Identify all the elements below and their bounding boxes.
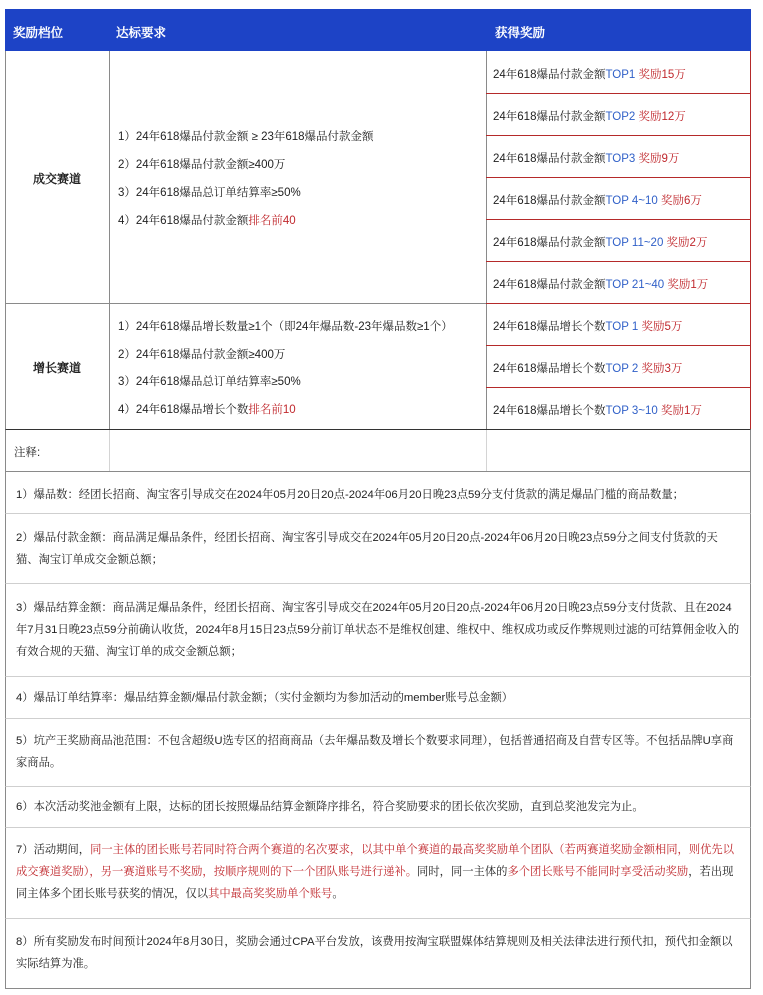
note-item: 1）爆品数：经团长招商、淘宝客引导成交在2024年05月20日20点-2024年06月20日晚23点59分支付货款的满足爆品门槛的商品数量； bbox=[5, 472, 751, 514]
notes-header-row bbox=[5, 429, 751, 472]
reward-item: 24年618爆品增长个数TOP 2 奖励3万 bbox=[493, 363, 683, 375]
requirement-item: 2）24年618爆品付款金额≥400万 bbox=[118, 159, 286, 171]
note-item: 2）爆品付款金额：商品满足爆品条件，经团长招商、淘宝客引导成交在2024年05月20日20点-2024年06月20日晚23点59分之间支付货款的天猫、淘宝订单成交金额总额； bbox=[5, 514, 751, 584]
track-label-growth: 增长赛道 bbox=[33, 361, 82, 375]
requirement-item: 4）24年618爆品付款金额排名前40 bbox=[118, 215, 296, 227]
reward-item: 24年618爆品付款金额TOP 4~10 奖励6万 bbox=[493, 195, 702, 207]
header-reward: 获得奖励 bbox=[495, 26, 546, 40]
requirement-item: 3）24年618爆品总订单结算率≥50% bbox=[118, 187, 301, 199]
requirement-item: 4）24年618爆品增长个数排名前10 bbox=[118, 404, 296, 416]
note-item: 7）活动期间，同一主体的团长账号若同时符合两个赛道的名次要求，以其中单个赛道的最高奖奖励单个团队（若两赛道奖励金额相同，则优先以成交赛道奖励），另一赛道账号不奖励，按顺序规则的下一个团队账号进行递补。同时，同一主体的多个团长账号不能同时享受活动奖励，若出现同主体多个团长账号获奖的情况，仅以其中最高奖奖励单个账号。 bbox=[5, 828, 751, 919]
reward-item: 24年618爆品付款金额TOP1 奖励15万 bbox=[493, 69, 686, 81]
note-item: 5）坑产王奖励商品池范围：不包含超级U选专区的招商商品（去年爆品数及增长个数要求同理），包括普通招商及自营专区等。不包括品牌U享商家商品。 bbox=[5, 719, 751, 787]
note-item: 3）爆品结算金额：商品满足爆品条件，经团长招商、淘宝客引导成交在2024年05月20日20点-2024年06月20日晚23点59分支付货款、且在2024年7月31日晚23点59分前确认收货，2024年8月15日23点59分前订单状态不是维权创建、维权中、维权成功或反作弊规则过滤的可结算佣金收入的有效合规的天猫、淘宝订单的成交金额总额； bbox=[5, 584, 751, 677]
reward-item: 24年618爆品付款金额TOP3 奖励9万 bbox=[493, 153, 680, 165]
rank-highlight: 排名前40 bbox=[248, 215, 296, 227]
reward-item: 24年618爆品增长个数TOP 1 奖励5万 bbox=[493, 321, 683, 333]
rank-highlight: 排名前10 bbox=[248, 404, 296, 416]
track-label-deal: 成交赛道 bbox=[33, 172, 82, 186]
note-item: 4）爆品订单结算率：爆品结算金额/爆品付款金额；（实付金额均为参加活动的member账号总金额） bbox=[5, 677, 751, 719]
reward-item: 24年618爆品付款金额TOP 11~20 奖励2万 bbox=[493, 237, 708, 249]
reward-item: 24年618爆品增长个数TOP 3~10 奖励1万 bbox=[493, 405, 702, 417]
requirement-item: 3）24年618爆品总订单结算率≥50% bbox=[118, 376, 301, 388]
header-tier: 奖励档位 bbox=[13, 26, 64, 40]
requirement-item: 1）24年618爆品增长数量≥1个（即24年爆品数-23年爆品数≥1个） bbox=[118, 321, 453, 333]
reward-item: 24年618爆品付款金额TOP 21~40 奖励1万 bbox=[493, 279, 709, 291]
notes-label: 注释: bbox=[14, 447, 41, 459]
note-item: 6）本次活动奖池金额有上限，达标的团长按照爆品结算金额降序排名，符合奖励要求的团长依次奖励，直到总奖池发完为止。 bbox=[5, 787, 751, 828]
requirement-item: 2）24年618爆品付款金额≥400万 bbox=[118, 349, 286, 361]
reward-item: 24年618爆品付款金额TOP2 奖励12万 bbox=[493, 111, 686, 123]
table-header bbox=[5, 9, 751, 51]
note-item: 8）所有奖励发布时间预计2024年8月30日，奖励会通过CPA平台发放，该费用按淘宝联盟媒体结算规则及相关法律法进行预代扣，预代扣金额以实际结算为准。 bbox=[5, 919, 751, 989]
requirement-item: 1）24年618爆品付款金额 ≥ 23年618爆品付款金额 bbox=[118, 131, 374, 143]
req-cell-deal bbox=[109, 51, 487, 304]
header-requirement: 达标要求 bbox=[116, 26, 167, 40]
